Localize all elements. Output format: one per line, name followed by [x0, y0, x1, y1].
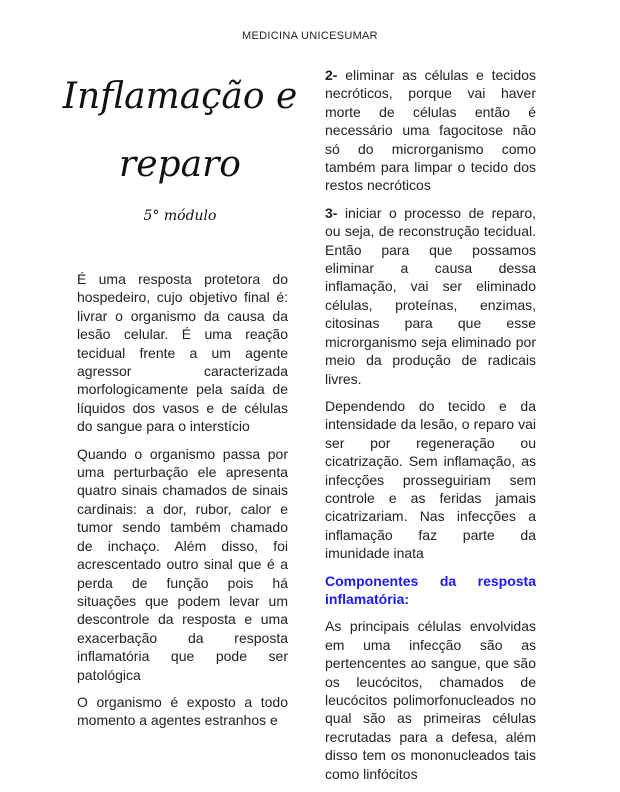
document-subtitle: 5° módulo — [143, 208, 217, 224]
list-item — [325, 204, 536, 388]
right-column — [325, 66, 536, 792]
document-title-line1: Inflamação e — [62, 76, 298, 117]
item-text: iniciar o processo de reparo, ou seja, de reconstrução tecidual. Então para que possamos eliminar a causa dessa inflamação, vai ser eliminado células, proteínas, enzimas, citosinas para que esse microrganismo seja eliminado por meio da produção de radicais livres. — [325, 204, 536, 387]
paragraph: As principais células envolvidas em uma infecção são as pertencentes ao sangue, que são os leucócitos, chamados de leucócitos polimorfonucleados no qual são as primeiras células recrutadas para a defesa, além disso tem os mononucleados tais como linfócitos — [325, 618, 536, 782]
left-column — [77, 270, 288, 739]
item-number: 3- — [325, 204, 338, 221]
page-header: MEDICINA UNICESUMAR — [242, 30, 378, 42]
item-text: eliminar as células e tecidos necróticos, porque vai haver morte de células então é necessário uma fagocitose não só do microrganismo como também para limpar o tecido dos restos necróticos — [325, 67, 536, 194]
document-title-line2: reparo — [119, 144, 241, 185]
list-item — [325, 66, 536, 195]
paragraph: O organismo é exposto a todo momento a agentes estranhos e — [77, 693, 288, 729]
section-heading: Componentes da resposta inflamatória: — [325, 572, 536, 607]
paragraph: Quando o organismo passa por uma perturbação ele apresenta quatro sinais chamados de sinais cardinais: a dor, rubor, calor e tumor sendo também chamado de inchaço. Além disso, foi acrescentado outro sinal que é a perda de função pois há situações que podem levar um descontrole da resposta e uma exacerbação da resposta inflamatória que pode ser patológica — [77, 445, 288, 683]
item-number: 2- — [325, 67, 338, 83]
paragraph: Dependendo do tecido e da intensidade da lesão, o reparo vai ser por regeneração ou cicatrização. Sem inflamação, as infecções prosseguiriam sem controle e as feridas jamais cicatrizariam. Nas infecções a inflamação faz parte da imunidade inata — [325, 397, 536, 562]
paragraph: É uma resposta protetora do hospedeiro, cujo objetivo final é: livrar o organismo da causa da lesão celular. É uma reação tecidual frente a um agente agressor caracterizada morfologicamente pela saída de líquidos dos vasos e de células do sangue para o interstício — [77, 271, 288, 435]
